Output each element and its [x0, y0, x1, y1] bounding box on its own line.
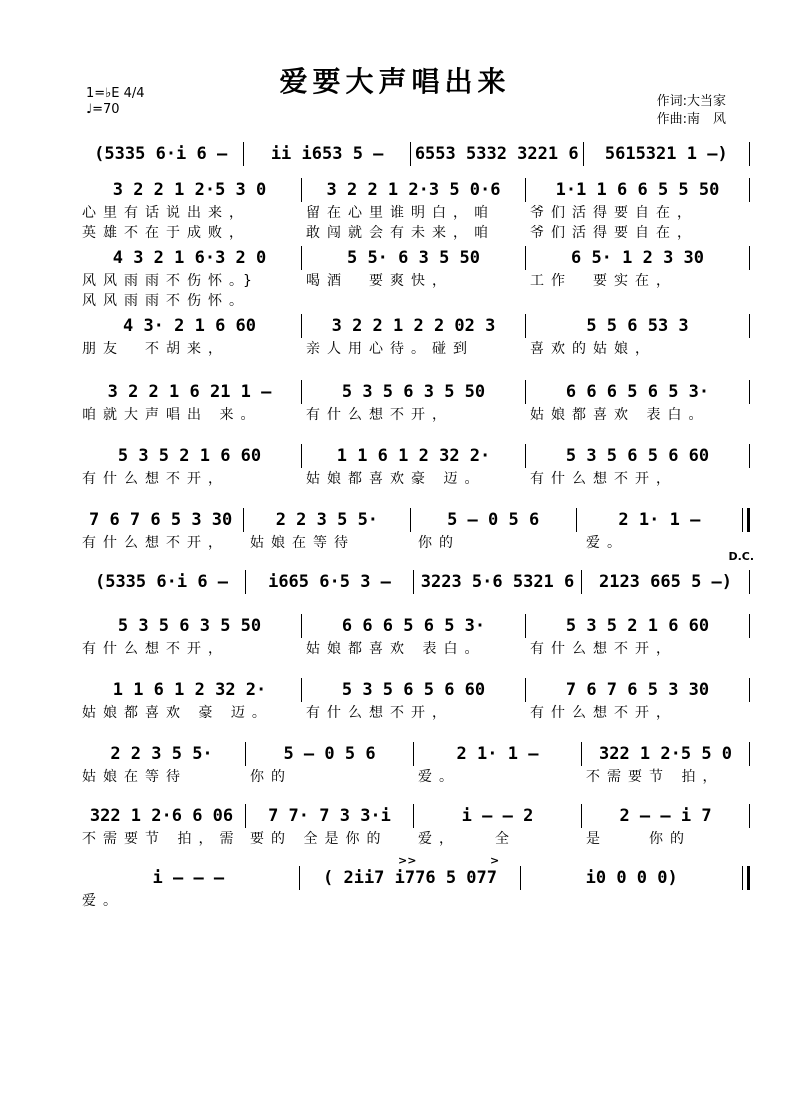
notation-line — [78, 178, 750, 202]
bar-line — [749, 178, 750, 202]
measure: i665 6·5 3 – — [268, 572, 391, 592]
lyric-text — [302, 290, 526, 310]
measure: 322 1 2·5 5 0 — [598, 744, 733, 764]
lyric-text: 咱就大声唱出 来。 — [82, 407, 262, 423]
measure: 322 1 2·6 6 06 — [89, 806, 234, 826]
lyric-text: 敢闯就会有未来，咱 — [306, 225, 495, 241]
measure: 5 – 0 5 6 — [447, 510, 540, 530]
measure: 4 3 2 1 6·3 2 0 — [112, 248, 267, 268]
bar-line — [749, 804, 750, 828]
measure: 4 3· 2 1 6 60 — [122, 316, 257, 336]
bar-line — [749, 614, 750, 638]
measure: 1·1 1 6 6 5 5 50 — [555, 180, 720, 200]
measure: 6 6 6 5 6 5 3· — [565, 382, 710, 402]
lyric-text — [302, 890, 526, 910]
lyric-text: 你的 — [250, 769, 292, 785]
lyric-line — [78, 890, 750, 910]
lyric-text: 姑娘都喜欢 豪 迈。 — [82, 705, 273, 721]
lyric-text: 风风雨雨不伤怀。 — [82, 293, 250, 309]
lyric-text: 有什么想不开， — [82, 641, 229, 657]
measure: 5 5· 6 3 5 50 — [346, 248, 481, 268]
notation-line — [78, 508, 750, 532]
lyric-text: 风风雨雨不伤怀。} — [82, 273, 259, 289]
lyric-line — [78, 270, 750, 290]
notation-line — [78, 614, 750, 638]
lyric-line — [78, 766, 750, 786]
measure: 5 3 5 2 1 6 60 — [117, 446, 262, 466]
staff-row — [78, 742, 750, 804]
lyric-text: 姑娘在等待 — [250, 535, 355, 551]
lyric-text — [526, 290, 750, 310]
measure: ( 2ii7 i776 5 077 — [323, 868, 497, 888]
bar-line — [742, 866, 750, 890]
lyric-text: 不需要节 拍，需 — [82, 831, 241, 847]
measure: 3 2 2 1 6 21 1 – — [107, 382, 272, 402]
accent-mark: > — [490, 854, 500, 867]
notation-line — [78, 380, 750, 404]
da-capo-mark: D.C. — [728, 550, 754, 563]
lyricist: 作词:大当家 — [656, 94, 726, 109]
measure: 2 1· 1 – — [456, 744, 539, 764]
measure: 6 5· 1 2 3 30 — [570, 248, 705, 268]
lyric-text: 是 你的 — [586, 831, 691, 847]
measure: 3 2 2 1 2 2 02 3 — [331, 316, 496, 336]
lyric-text: 有什么想不开， — [82, 535, 229, 551]
bar-line — [749, 678, 750, 702]
notation-line — [78, 314, 750, 338]
measure: 7 6 7 6 5 3 30 — [565, 680, 710, 700]
lyric-text: 亲人用心待。碰到 — [306, 341, 474, 357]
accent-mark: >> — [398, 854, 417, 867]
measure: 5 5 6 53 3 — [586, 316, 689, 336]
lyric-line — [78, 702, 750, 722]
lyric-text: 有什么想不开， — [530, 641, 677, 657]
notation-line — [78, 570, 750, 594]
lyric-line — [78, 404, 750, 424]
lyric-text: 要的 全是你的 — [250, 831, 388, 847]
measure: 7 7· 7 3 3·i — [268, 806, 391, 826]
tempo-marking: ♩=70 — [86, 102, 120, 117]
measure: 3223 5·6 5321 6 — [420, 572, 575, 592]
measure: 5615321 1 –) — [604, 144, 728, 164]
staff-row — [78, 678, 750, 742]
staff-row — [78, 444, 750, 508]
lyric-text: 爱。 — [418, 769, 460, 785]
lyric-text: 朋友 不胡来， — [82, 341, 229, 357]
measure: i0 0 0 0) — [585, 868, 678, 888]
notation-line — [78, 804, 750, 828]
measure: 5 3 5 6 5 6 60 — [565, 446, 710, 466]
staff-row — [78, 614, 750, 678]
lyric-text: 爱。 — [82, 893, 124, 909]
lyric-text: 有什么想不开， — [306, 407, 453, 423]
notation-line — [78, 246, 750, 270]
measure: 2 2 3 5 5· — [275, 510, 379, 530]
measure: 7 6 7 6 5 3 30 — [88, 510, 233, 530]
measure: 6553 5332 3221 6 — [414, 144, 579, 164]
bar-line — [742, 508, 750, 532]
bar-line — [749, 444, 750, 468]
lyric-line — [78, 222, 750, 242]
measure: 1 1 6 1 2 32 2· — [336, 446, 491, 466]
lyric-text: 心里有话说出来， — [82, 205, 250, 221]
lyric-text: 姑娘在等待 — [82, 769, 187, 785]
song-title: 爱要大声唱出来 — [279, 65, 511, 98]
lyric-text: 爷们活得要自在， — [530, 225, 698, 241]
measure: 3 2 2 1 2·5 3 0 — [112, 180, 267, 200]
staff-row — [78, 570, 750, 614]
lyric-text: 喝酒 要爽快， — [306, 273, 453, 289]
lyric-line — [78, 202, 750, 222]
staff-row — [78, 246, 750, 314]
lyric-text: 不需要节 拍， — [586, 769, 724, 785]
lyric-line — [78, 468, 750, 488]
time-signature: 4/4 — [123, 86, 145, 101]
lyric-line — [78, 638, 750, 658]
lyric-text: 姑娘都喜欢 表白。 — [306, 641, 486, 657]
notation-line — [78, 866, 750, 890]
measure: 6 6 6 5 6 5 3· — [341, 616, 486, 636]
measure: 5 3 5 6 3 5 50 — [117, 616, 262, 636]
lyric-text: 工作 要实在， — [530, 273, 677, 289]
lyric-text: 留在心里谁明白，咱 — [306, 205, 495, 221]
composer: 作曲:南 风 — [656, 112, 726, 127]
key-signature — [86, 86, 145, 118]
staff-row — [78, 178, 750, 246]
lyric-text: 爱， 全 — [418, 831, 516, 847]
lyric-line — [78, 338, 750, 358]
lyric-text: 姑娘都喜欢豪 迈。 — [306, 471, 486, 487]
measure: 5 3 5 6 3 5 50 — [341, 382, 486, 402]
lyric-text: 有什么想不开， — [530, 705, 677, 721]
bar-line — [749, 742, 750, 766]
staff-row — [78, 854, 750, 926]
measure: 5 3 5 6 5 6 60 — [341, 680, 486, 700]
lyric-text: 有什么想不开， — [530, 471, 677, 487]
lyric-text: 爷们活得要自在， — [530, 205, 698, 221]
lyric-text: 有什么想不开， — [306, 705, 453, 721]
credits — [657, 93, 726, 129]
lyric-text — [526, 890, 750, 910]
lyric-text: 英雄不在于成败， — [82, 225, 250, 241]
staff-row — [78, 380, 750, 444]
measure: 2 2 3 5 5· — [110, 744, 213, 764]
measure: (5335 6·i 6 – — [94, 572, 229, 592]
lyric-text: 姑娘都喜欢 表白。 — [530, 407, 710, 423]
measure: (5335 6·i 6 – — [94, 144, 228, 164]
bar-line — [749, 380, 750, 404]
lyric-line — [78, 290, 750, 310]
measure: 5 3 5 2 1 6 60 — [565, 616, 710, 636]
notation-line — [78, 678, 750, 702]
lyric-text: 爱。 — [586, 535, 628, 551]
notation-line — [78, 742, 750, 766]
key-label: 1=♭E — [86, 86, 120, 101]
staff-row — [78, 314, 750, 380]
lyric-text: 有什么想不开， — [82, 471, 229, 487]
bar-line — [749, 142, 750, 166]
lyric-text: 你的 — [418, 535, 460, 551]
lyric-line — [78, 532, 750, 552]
measure: 3 2 2 1 2·3 5 0·6 — [326, 180, 501, 200]
measure: i – – 2 — [461, 806, 534, 826]
bar-line — [749, 246, 750, 270]
notation-line — [78, 444, 750, 468]
measure: 2123 665 5 –) — [598, 572, 733, 592]
measure: ii i653 5 – — [270, 144, 384, 164]
measure: 1 1 6 1 2 32 2· — [112, 680, 267, 700]
measure: 2 – – i 7 — [619, 806, 712, 826]
score-body — [78, 142, 754, 926]
bar-line — [749, 314, 750, 338]
measure: 2 1· 1 – — [618, 510, 701, 530]
bar-line — [749, 570, 750, 594]
lyric-text: 喜欢的姑娘， — [530, 341, 656, 357]
notation-line — [78, 142, 750, 166]
staff-row — [78, 508, 754, 570]
measure: 5 – 0 5 6 — [283, 744, 376, 764]
lyric-line — [78, 828, 750, 848]
measure: i – – – — [152, 868, 225, 888]
staff-row — [78, 142, 750, 178]
